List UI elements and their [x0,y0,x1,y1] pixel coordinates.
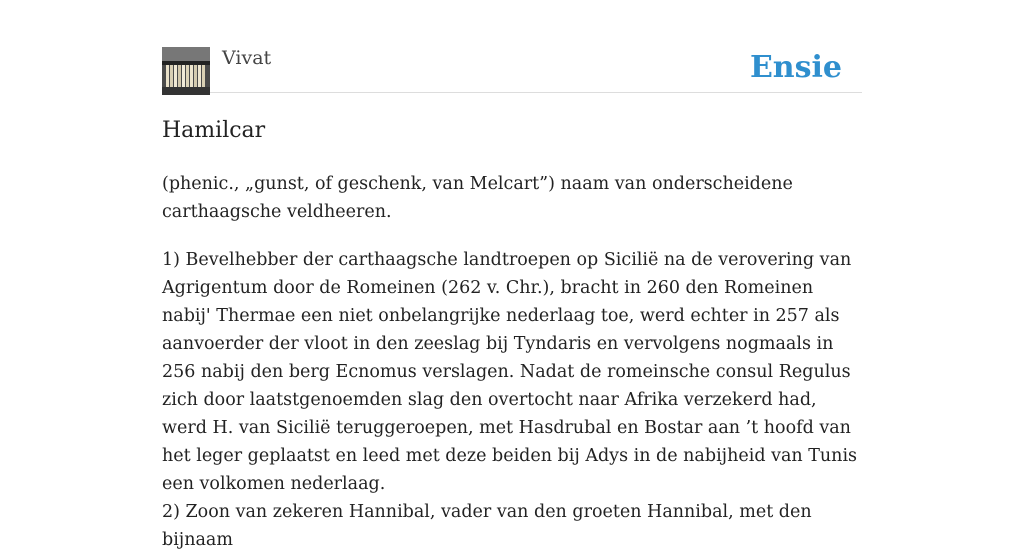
brand-logo-link[interactable]: Ensie [749,50,842,85]
header [162,46,862,93]
article-paragraph-2: 2) Zoon van zekeren Hannibal, vader van den groeten Hannibal, met den bijnaam [162,502,812,550]
bookshelf-icon [162,47,210,95]
author-name-link[interactable]: Vivat [222,47,272,69]
article-intro: (phenic., „gunst, of geschenk, van Melcart”) naam van onderscheidene carthaagsche veldheeren. [162,174,793,222]
article [162,114,862,554]
article-title: Hamilcar [162,118,266,143]
author-avatar[interactable] [162,47,210,95]
article-paragraph-1: 1) Bevelhebber der carthaagsche landtroepen op Sicilië na de verovering van Agrigentum door de Romeinen (262 v. Chr.), bracht in 260 den Romeinen nabij' Thermae een niet onbelangrijke nederlaag toe, werd echter in 257 als aanvoerder der vloot in den zeeslag bij Tyndaris en vervolgens nogmaals in 256 nabij den berg Ecnomus verslagen. Nadat de romeinsche consul Regulus zich door laatstgenoemden slag den overtocht naar Afrika verzekerd had, werd H. van Sicilië teruggeroepen, met Hasdrubal en Bostar aan ’t hoofd van het leger geplaatst en leed met deze beiden bij Adys in de nabijheid van Tunis een volkomen nederlaag. [162,250,858,494]
